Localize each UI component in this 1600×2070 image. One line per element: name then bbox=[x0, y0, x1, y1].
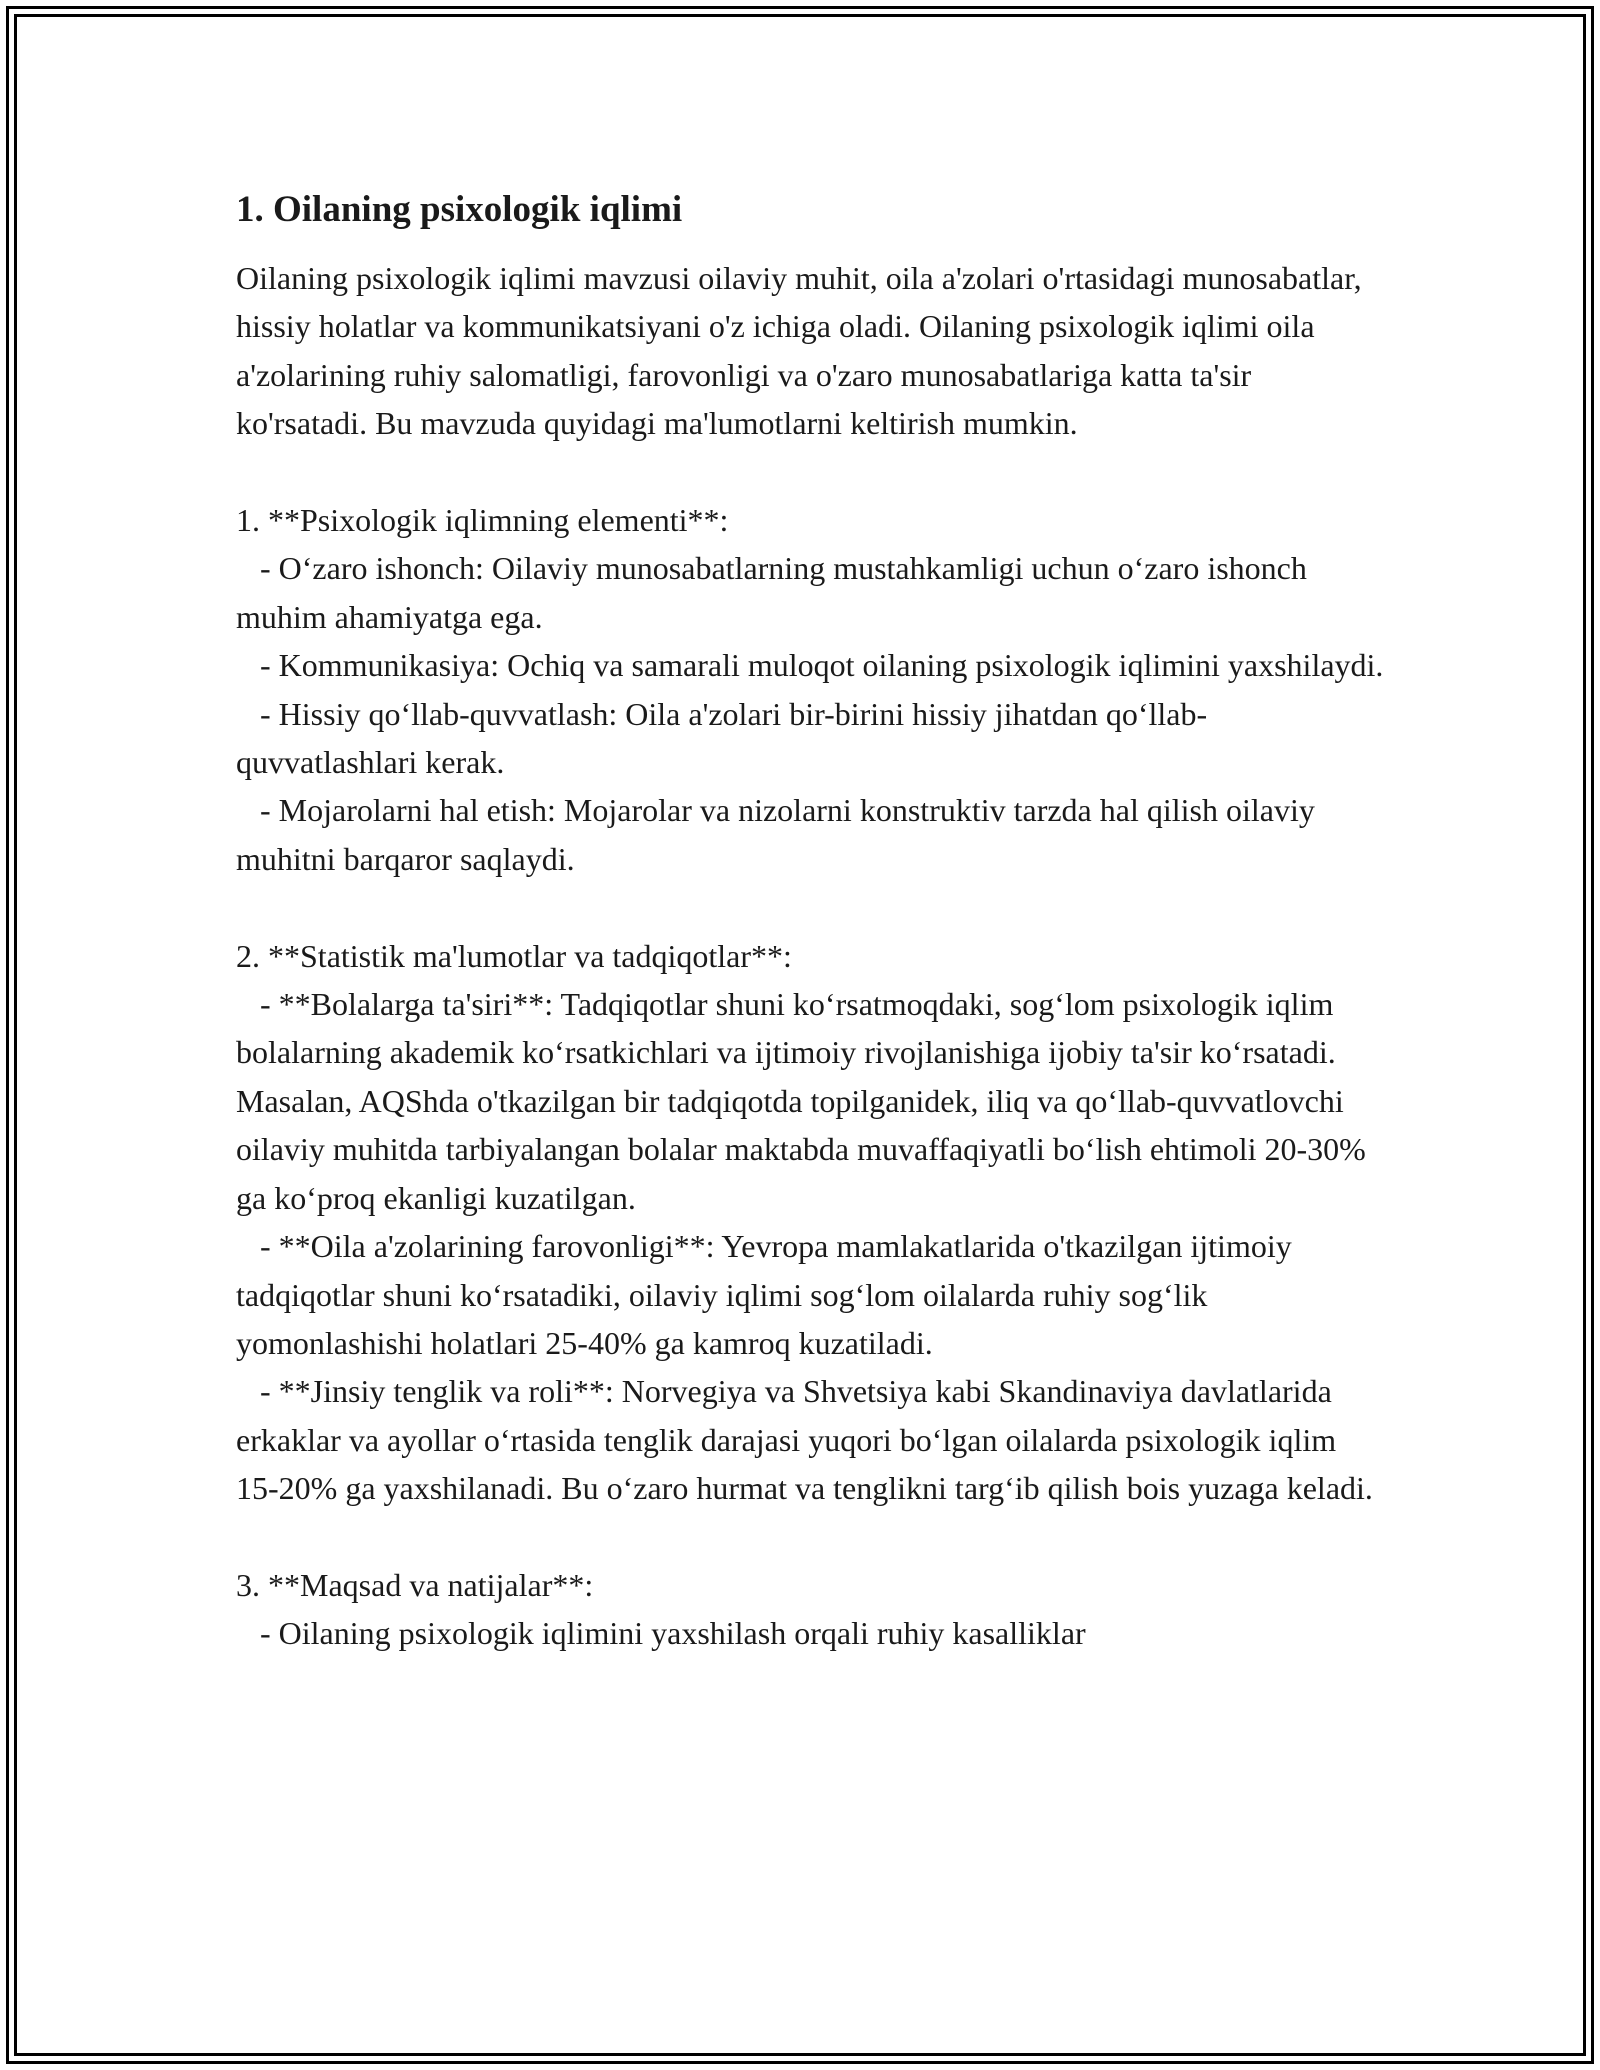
section-heading: 2. **Statistik ma'lumotlar va tadqiqotlar**: bbox=[236, 937, 792, 974]
list-item: - Oilaning psixologik iqlimini yaxshilash orqali ruhiy kasalliklar bbox=[236, 1615, 1086, 1652]
intro-paragraph: Oilaning psixologik iqlimi mavzusi oilaviy muhit, oila a'zolari o'rtasidagi munosabatlar, hissiy holatlar va kommunikatsiyani o'z ichiga oladi. Oilaning psixologik iqlimi oila a'zolarining ruhiy salomatligi, farovonligi va o'zaro munosabatlariga katta ta'sir ko'rsatadi. Bu mavzuda quyidagi ma'lumotlarni keltirish mumkin. bbox=[236, 260, 1370, 442]
list-item: - O‘zaro ishonch: Oilaviy munosabatlarning mustahkamligi uchun o‘zaro ishonch muhim ahamiyatga ega. bbox=[236, 550, 1315, 635]
section-3 bbox=[236, 1561, 1386, 1658]
list-item: - **Jinsiy tenglik va roli**: Norvegiya va Shvetsiya kabi Skandinaviya davlatlarida erkaklar va ayollar o‘rtasida tenglik darajasi yuqori bo‘lgan oilalarda psixologik iqlim 15-20% ga yaxshilanadi. Bu o‘zaro hurmat va tenglikni targ‘ib qilish bois yuzaga keladi. bbox=[236, 1373, 1373, 1507]
list-item: - Kommunikasiya: Ochiq va samarali muloqot oilaning psixologik iqlimini yaxshilaydi. bbox=[236, 647, 1384, 684]
spacer bbox=[236, 448, 1386, 496]
list-item: - **Oila a'zolarining farovonligi**: Yevropa mamlakatlarida o'tkazilgan ijtimoiy tadqiqotlar shuni ko‘rsatadiki, oilaviy iqlimi sog‘lom oilalarda ruhiy sog‘lik yomonlashishi holatlari 25-40% ga kamroq kuzatiladi. bbox=[236, 1228, 1300, 1361]
document-title: 1. Oilaning psixologik iqlimi bbox=[236, 189, 683, 230]
section-heading: 1. **Psixologik iqlimning elementi**: bbox=[236, 502, 729, 539]
spacer bbox=[236, 1513, 1386, 1561]
section-heading: 3. **Maqsad va natijalar**: bbox=[236, 1566, 594, 1603]
list-item: - Hissiy qo‘llab-quvvatlash: Oila a'zolari bir-birini hissiy jihatdan qo‘llab-quvvatlashlari kerak. bbox=[236, 695, 1208, 781]
document-body bbox=[236, 186, 1386, 1658]
list-item: - Mojarolarni hal etish: Mojarolar va nizolarni konstruktiv tarzda hal qilish oilaviy muhitni barqaror saqlaydi. bbox=[236, 792, 1323, 877]
spacer bbox=[236, 883, 1386, 931]
section-2 bbox=[236, 932, 1386, 1513]
list-item: - **Bolalarga ta'siri**: Tadqiqotlar shuni ko‘rsatmoqdaki, sog‘lom psixologik iqlim bolalarning akademik ko‘rsatkichlari va ijtimoiy rivojlanishiga ijobiy ta'sir ko‘rsatadi. Masalan, AQShda o'tkazilgan bir tadqiqotda topilganidek, iliq va qo‘llab-quvvatlovchi oilaviy muhitda tarbiyalangan bolalar maktabda muvaffaqiyatli bo‘lish ehtimoli 20-30% ga ko‘proq ekanligi kuzatilgan. bbox=[236, 986, 1374, 1216]
section-1 bbox=[236, 496, 1386, 883]
